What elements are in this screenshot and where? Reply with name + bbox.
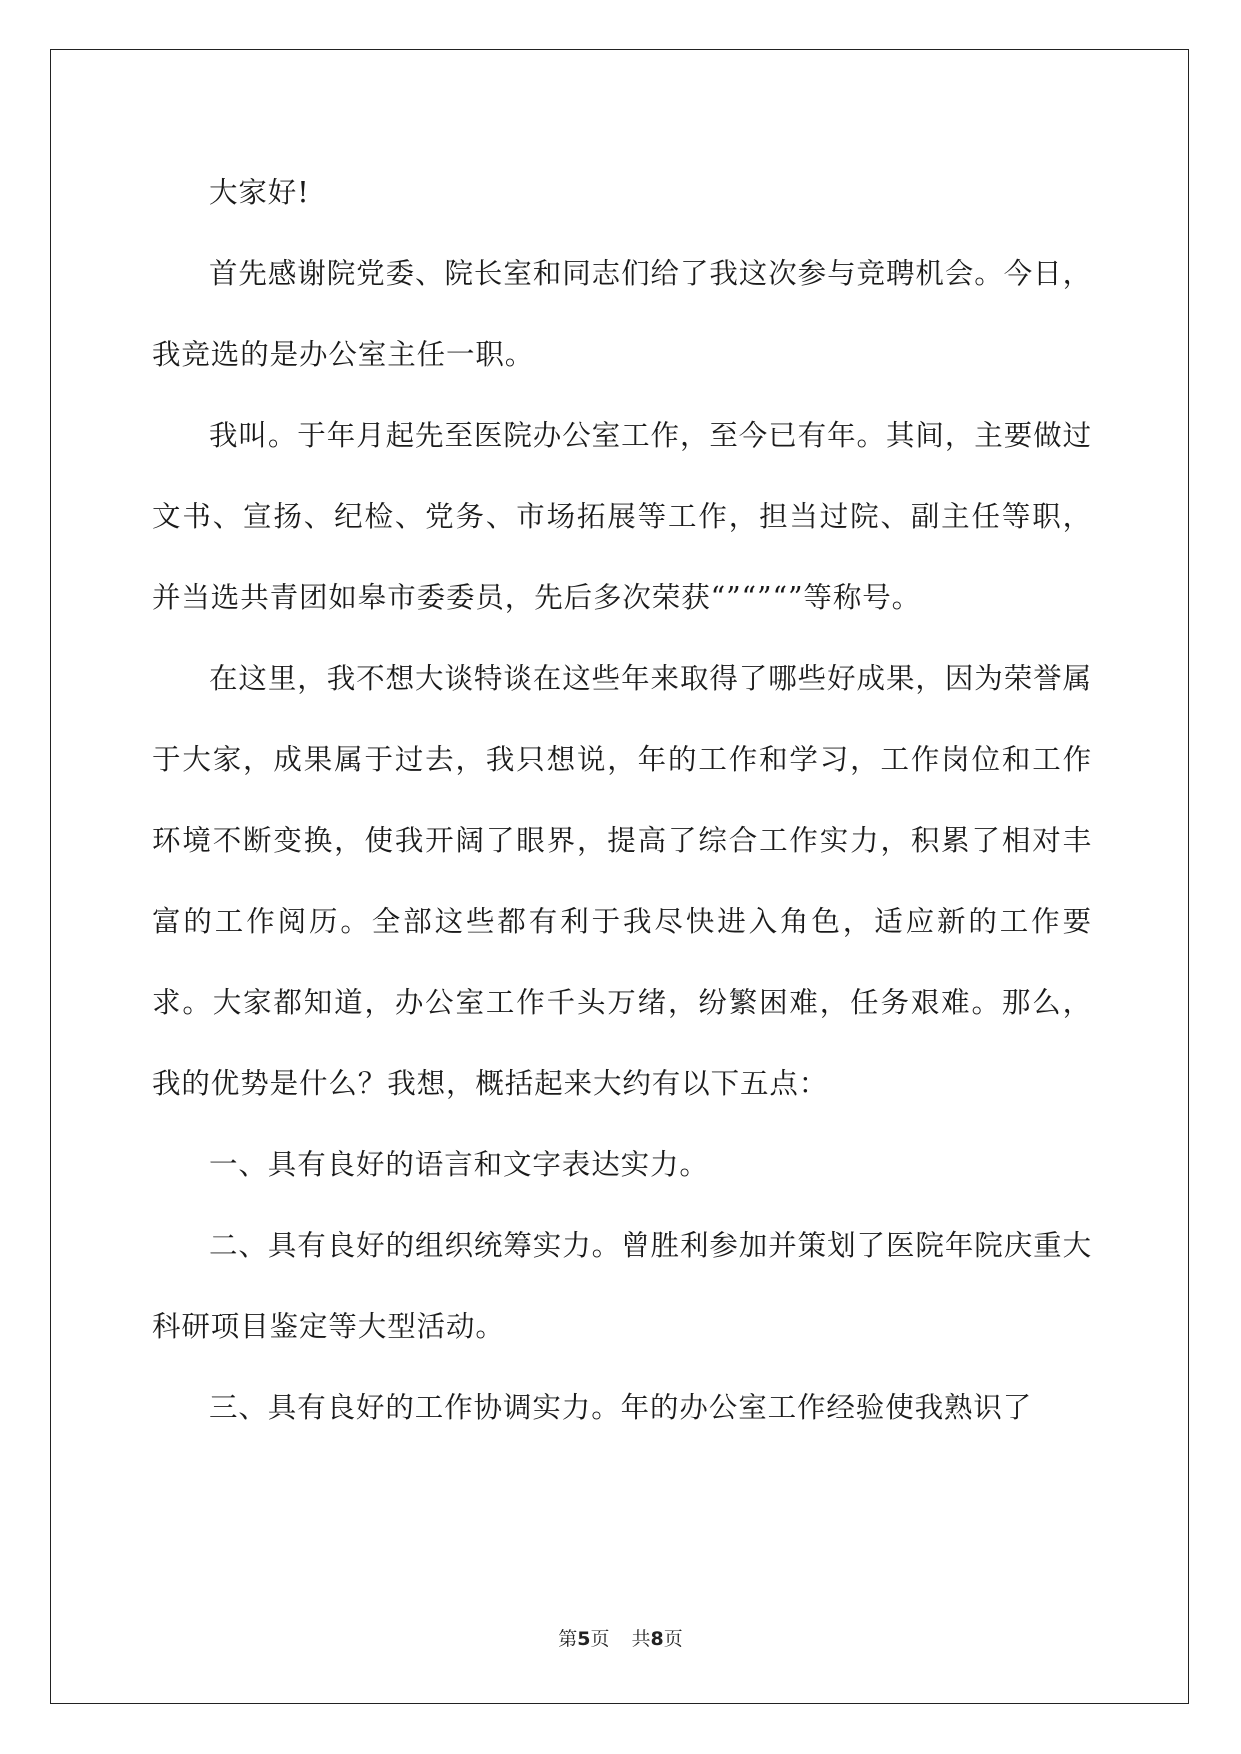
page-footer xyxy=(0,1624,1241,1651)
paragraph-experience: 在这里，我不想大谈特谈在这些年来取得了哪些好成果，因为荣誉属于大家，成果属于过去，我只想说，年的工作和学习，工作岗位和工作环境不断变换，使我开阔了眼界，提高了综合工作实力，积累了相对丰富的工作阅历。全部这些都有利于我尽快进入角色，适应新的工作要求。大家都知道，办公室工作千头万绪，纷繁困难，任务艰难。那么，我的优势是什么？我想，概括起来大约有以下五点： xyxy=(152,662,1092,1100)
page-current: 5 xyxy=(577,1628,591,1650)
paragraph-point-two: 二、具有良好的组织统筹实力。曾胜利参加并策划了医院年院庆重大科研项目鉴定等大型活动。 xyxy=(152,1229,1092,1343)
page-total-label xyxy=(632,1628,683,1650)
page-number xyxy=(558,1628,609,1650)
paragraph-thanks: 首先感谢院党委、院长室和同志们给了我这次参与竞聘机会。今日，我竞选的是办公室主任一职。 xyxy=(152,257,1092,371)
paragraph-point-three: 三、具有良好的工作协调实力。年的办公室工作经验使我熟识了 xyxy=(209,1391,1033,1424)
document-body xyxy=(152,152,1092,1448)
page-total: 8 xyxy=(650,1628,664,1650)
paragraph-greeting: 大家好! xyxy=(209,176,310,209)
page-prefix: 第 xyxy=(558,1628,578,1650)
total-prefix: 共 xyxy=(631,1628,651,1650)
total-suffix: 页 xyxy=(663,1628,683,1650)
paragraph-introduction: 我叫。于年月起先至医院办公室工作，至今已有年。其间，主要做过文书、宣扬、纪检、党务、市场拓展等工作，担当过院、副主任等职，并当选共青团如皋市委委员，先后多次荣获“”“”“”等称号。 xyxy=(152,419,1092,614)
paragraph-point-one: 一、具有良好的语言和文字表达实力。 xyxy=(209,1148,709,1181)
page-suffix: 页 xyxy=(590,1628,610,1650)
